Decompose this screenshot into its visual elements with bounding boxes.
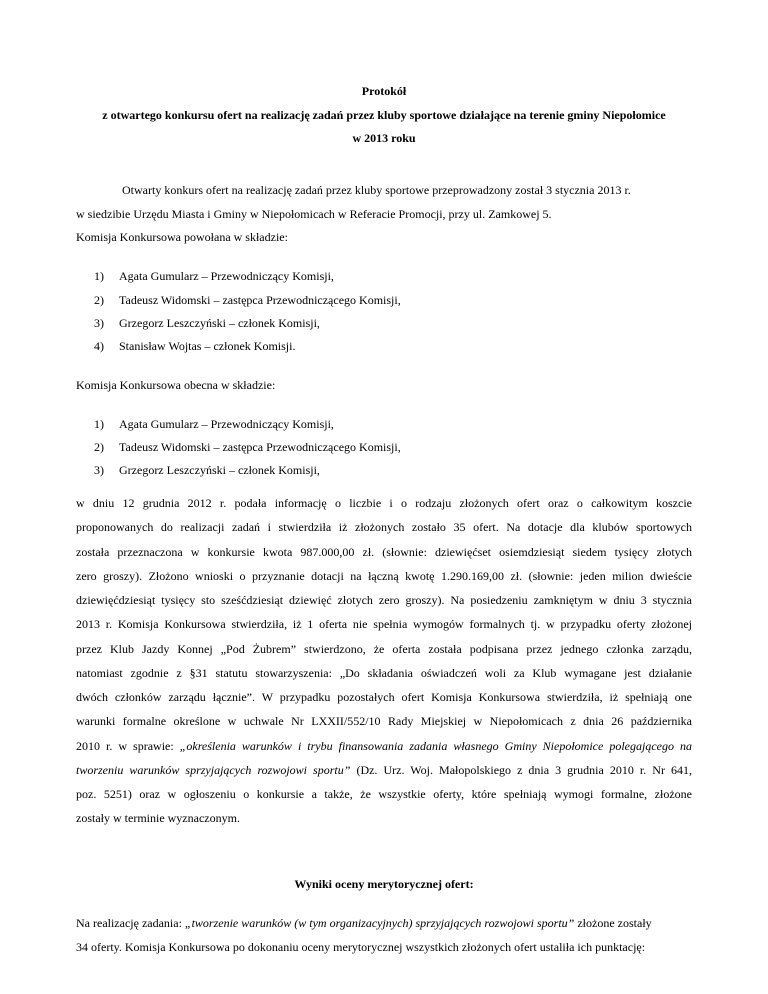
resolution-title-italic: „określenia warunków i trybu finansowania zadania własnego Gminy Niepołomice polegającego na [179,739,693,753]
document-subtitle: z otwartego konkursu ofert na realizację zadań przez kluby sportowe działające na terenie gminy Niepołomice [102,108,666,122]
intro-line-3: Komisja Konkursowa powołana w składzie: [76,230,288,244]
list-item-number: 1) [94,269,104,283]
list-item-number: 3) [94,316,104,330]
results-text: złożone zostały [574,916,652,930]
paragraph-line: warunki formalne określone w uchwale Nr LXXII/552/10 Rady Miejskiej w Niepołomicach z dnia 26 października [76,714,692,728]
paragraph-line: dwóch członków zarządu łącznie”. W przypadku pozostałych ofert Komisja Konkursowa stwierdziła, iż spełniają one [76,690,692,704]
results-line-2: 34 oferty. Komisja Konkursowa po dokonaniu oceny merytorycznej wszystkich złożonych ofert ustaliła ich punktację: [76,940,646,954]
present-members-label: Komisja Konkursowa obecna w składzie: [76,378,276,392]
list-item-number: 2) [94,440,104,454]
paragraph-line: w dniu 12 grudnia 2012 r. podała informację o liczbie i o rodzaju złożonych ofert oraz o całkowitym koszcie [76,496,692,510]
list-item-number: 1) [94,417,104,431]
resolution-title-italic: tworzeniu warunków sprzyjających rozwojowi sportu” [76,763,351,777]
task-name-italic: „tworzenie warunków (w tym organizacyjnych) sprzyjających rozwojowi sportu” [184,916,575,930]
results-line-1 [76,916,652,931]
document-year: w 2013 roku [352,131,416,145]
list-item-text: Agata Gumularz – Przewodniczący Komisji, [119,269,334,283]
paragraph-line: natomiast zgodnie z §31 statutu stowarzyszenia: „Do składania oświadczeń woli za Klub wymagane jest działanie [76,666,692,680]
results-text: Na realizację zadania: [76,916,185,930]
paragraph-line [76,739,692,754]
results-heading: Wyniki oceny merytorycznej ofert: [294,877,474,891]
paragraph-line: dziewięćdziesiąt tysięcy sto sześćdziesiąt dziewięć złotych zero groszy). Na posiedzeniu zamkniętym w dniu 3 stycznia [76,593,692,607]
list-item-number: 3) [94,463,104,477]
document-title: Protokół [361,84,407,98]
paragraph-line [76,763,692,778]
list-item-text: Grzegorz Leszczyński – członek Komisji, [119,463,320,477]
paragraph-line: przez Klub Jazdy Konnej „Pod Żubrem” stwierdzono, że oferta została podpisana przez jednego członka zarządu, [76,642,692,656]
paragraph-line: poz. 5251) oraz w ogłoszeniu o konkursie a także, że wszystkie oferty, które spełniają wymogi formalne, złożone [76,787,692,801]
paragraph-line: proponowanych do realizacji zadań i stwierdziła iż złożonych zostało 35 ofert. Na dotacje dla klubów sportowych [76,520,692,534]
list-item-text: Tadeusz Widomski – zastępca Przewodniczącego Komisji, [119,440,401,454]
paragraph-text: (Dz. Urz. Woj. Małopolskiego z dnia 3 grudnia 2010 r. Nr 641, [350,763,692,777]
paragraph-line: zero groszy). Złożono wnioski o przyznanie dotacji na łączną kwotę 1.290.169,00 zł. (słownie: jeden milion dwieście [76,569,692,583]
list-item-text: Agata Gumularz – Przewodniczący Komisji, [119,417,334,431]
intro-line-1: Otwarty konkurs ofert na realizację zadań przez kluby sportowe przeprowadzony został 3 stycznia 2013 r. [122,183,631,197]
list-item-text: Grzegorz Leszczyński – członek Komisji, [119,316,320,330]
paragraph-text: 2010 r. w sprawie: [76,739,180,753]
list-item-number: 4) [94,339,104,353]
paragraph-line: zostały w terminie wyznaczonym. [76,811,240,825]
list-item-number: 2) [94,293,104,307]
intro-line-2: w siedzibie Urzędu Miasta i Gminy w Niepołomicach w Referacie Promocji, przy ul. Zamkowej 5. [76,207,552,221]
paragraph-line: 2013 r. Komisja Konkursowa stwierdziła, iż 1 oferta nie spełnia wymogów formalnych tj. w przypadku oferty złożonej [76,617,692,631]
paragraph-line: została przeznaczona w konkursie kwota 987.000,00 zł. (słownie: dziewięćset osiemdziesiąt siedem tysięcy złotych [76,545,692,559]
list-item-text: Stanisław Wojtas – członek Komisji. [119,339,296,353]
list-item-text: Tadeusz Widomski – zastępca Przewodniczącego Komisji, [119,293,401,307]
